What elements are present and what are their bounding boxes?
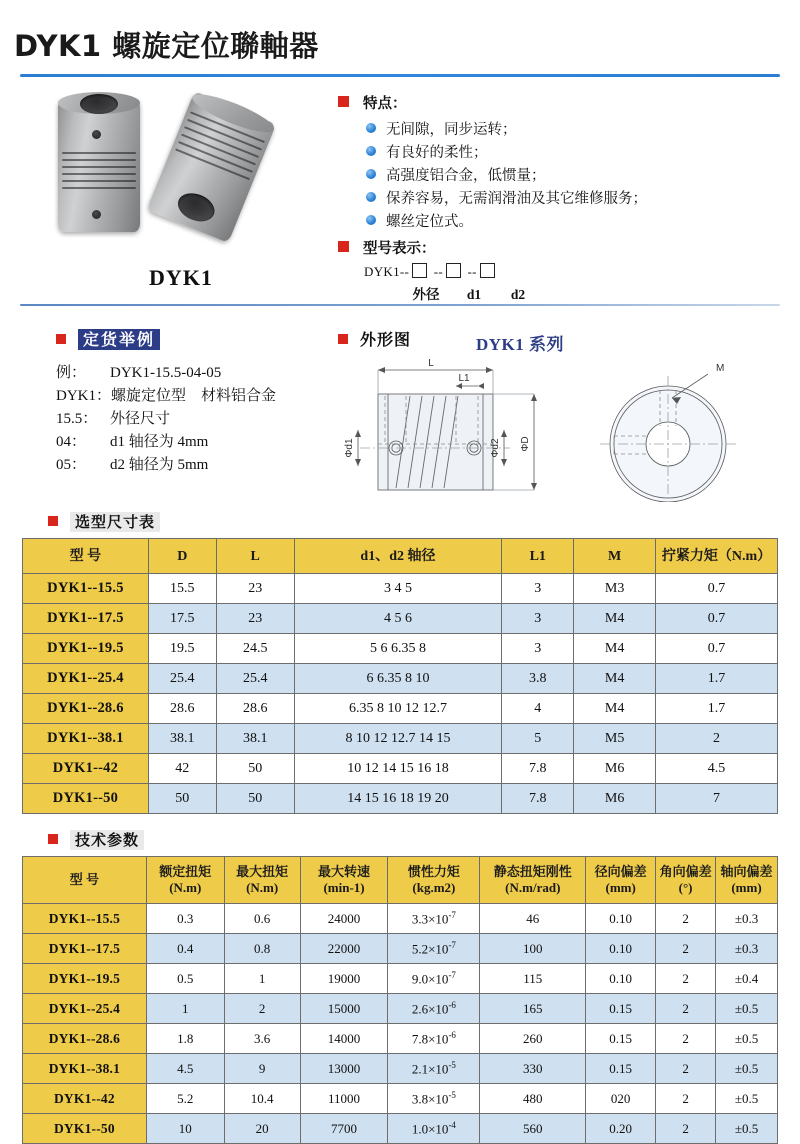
order-key: 15.5： bbox=[56, 411, 98, 427]
spec-cell-stiffness: 480 bbox=[480, 1084, 586, 1114]
model-code-sep: -- bbox=[399, 264, 410, 279]
spec-cell-model: DYK1--25.4 bbox=[23, 994, 147, 1024]
dim-cell-bore: 4 5 6 bbox=[294, 604, 502, 634]
spec-cell-stiffness: 46 bbox=[480, 904, 586, 934]
spec-cell-rpm: 15000 bbox=[300, 994, 388, 1024]
table-row bbox=[23, 784, 778, 814]
dim-cell-model: DYK1--15.5 bbox=[23, 574, 149, 604]
spec-cell-axial: ±0.4 bbox=[716, 964, 778, 994]
spec-cell-axial: ±0.5 bbox=[716, 1114, 778, 1144]
spec-cell-angular: 2 bbox=[656, 934, 716, 964]
spec-col-name: 角向偏差 bbox=[659, 864, 712, 879]
model-code-box-d2 bbox=[480, 263, 495, 278]
product-photo bbox=[36, 86, 326, 251]
spec-cell-radial: 0.15 bbox=[586, 1024, 656, 1054]
table-row bbox=[23, 634, 778, 664]
spec-cell-model: DYK1--42 bbox=[23, 1084, 147, 1114]
model-code-heading-label: 型号表示： bbox=[363, 241, 436, 257]
spec-cell-inertia: $7.8\times 10^{-6}$ bbox=[388, 1024, 480, 1054]
red-square-icon bbox=[56, 334, 66, 344]
spec-col-model bbox=[23, 857, 147, 904]
model-legend-d2: d2 bbox=[510, 287, 526, 302]
dim-cell-l1: 3 bbox=[502, 604, 574, 634]
dim-cell-l1: 4 bbox=[502, 694, 574, 724]
table-row bbox=[23, 694, 778, 724]
dim-cell-torque: 2 bbox=[656, 724, 778, 754]
spec-cell-axial: ±0.5 bbox=[716, 1024, 778, 1054]
spec-col-unit: (N.m) bbox=[169, 880, 202, 895]
spec-cell-radial: 0.15 bbox=[586, 994, 656, 1024]
dim-cell-bore: 8 10 12 12.7 14 15 bbox=[294, 724, 502, 754]
dim-cell-torque: 7 bbox=[656, 784, 778, 814]
spec-cell-max: 1 bbox=[224, 964, 300, 994]
dim-label-M: M bbox=[716, 363, 725, 374]
spec-col-unit: (min-1) bbox=[323, 880, 365, 895]
table-row bbox=[23, 964, 778, 994]
spec-cell-inertia: $3.8\times 10^{-5}$ bbox=[388, 1084, 480, 1114]
spec-cell-stiffness: 115 bbox=[480, 964, 586, 994]
dim-cell-bore: 6 6.35 8 10 bbox=[294, 664, 502, 694]
table-row bbox=[23, 1114, 778, 1144]
spec-cell-max: 10.4 bbox=[224, 1084, 300, 1114]
spec-cell-stiffness: 100 bbox=[480, 934, 586, 964]
order-key: 04： bbox=[56, 434, 87, 450]
order-example-heading-label: 定货举例 bbox=[78, 329, 160, 350]
model-legend-od: 外径 bbox=[412, 287, 440, 302]
spec-cell-stiffness: 560 bbox=[480, 1114, 586, 1144]
dim-label-L: L bbox=[428, 358, 434, 369]
table-row bbox=[23, 754, 778, 784]
dim-cell-bore: 14 15 16 18 19 20 bbox=[294, 784, 502, 814]
red-square-icon bbox=[338, 241, 349, 252]
page-title: DYK1 螺旋定位聯軸器 bbox=[14, 29, 319, 63]
order-value: d2 轴径为 5mm bbox=[110, 457, 209, 473]
dim-cell-l: 38.1 bbox=[216, 724, 294, 754]
spec-col-name: 额定扭矩 bbox=[159, 864, 212, 879]
feature-item bbox=[366, 164, 790, 187]
table-row bbox=[23, 724, 778, 754]
spec-cell-angular: 2 bbox=[656, 964, 716, 994]
spec-col-unit: (mm) bbox=[731, 880, 762, 895]
spec-cell-rated: 1 bbox=[146, 994, 224, 1024]
dim-label-L1: L1 bbox=[458, 373, 470, 384]
coupling-right bbox=[147, 88, 282, 245]
spec-col-unit: (N.m/rad) bbox=[505, 880, 561, 895]
model-code-expression bbox=[364, 263, 790, 280]
spec-col-max bbox=[224, 857, 300, 904]
dim-cell-m: M6 bbox=[574, 784, 656, 814]
spec-cell-rpm: 22000 bbox=[300, 934, 388, 964]
dim-label-d2: Φd2 bbox=[490, 438, 501, 458]
feature-label: 保养容易，无需润滑油及其它维修服务； bbox=[386, 190, 647, 207]
table-row bbox=[23, 604, 778, 634]
order-example-heading bbox=[56, 327, 160, 350]
spec-table bbox=[22, 856, 778, 1144]
spec-col-name: 静态扭矩刚性 bbox=[493, 864, 572, 879]
features-list bbox=[338, 118, 790, 233]
dim-cell-m: M6 bbox=[574, 754, 656, 784]
spec-cell-rated: 5.2 bbox=[146, 1084, 224, 1114]
dim-cell-torque: 0.7 bbox=[656, 574, 778, 604]
dim-cell-l1: 3 bbox=[502, 574, 574, 604]
dim-cell-d: 50 bbox=[148, 784, 216, 814]
table-row bbox=[23, 664, 778, 694]
spec-cell-rpm: 24000 bbox=[300, 904, 388, 934]
spec-col-axial bbox=[716, 857, 778, 904]
dim-cell-l1: 3 bbox=[502, 634, 574, 664]
order-example-line bbox=[56, 454, 346, 477]
dim-cell-torque: 1.7 bbox=[656, 694, 778, 724]
order-value: DYK1-15.5-04-05 bbox=[110, 365, 222, 381]
table-row bbox=[23, 904, 778, 934]
order-example-block bbox=[56, 362, 346, 477]
spec-col-stiffness bbox=[480, 857, 586, 904]
table-row bbox=[23, 1024, 778, 1054]
spec-cell-axial: ±0.3 bbox=[716, 904, 778, 934]
spec-cell-rpm: 11000 bbox=[300, 1084, 388, 1114]
dim-cell-m: M4 bbox=[574, 634, 656, 664]
spec-col-radial bbox=[586, 857, 656, 904]
spec-cell-model: DYK1--19.5 bbox=[23, 964, 147, 994]
red-square-icon bbox=[338, 334, 348, 344]
table-row bbox=[23, 994, 778, 1024]
dim-cell-m: M4 bbox=[574, 604, 656, 634]
divider-top bbox=[20, 74, 780, 77]
model-code-box-od bbox=[412, 263, 427, 278]
order-key: 05： bbox=[56, 457, 87, 473]
spec-cell-angular: 2 bbox=[656, 1054, 716, 1084]
dim-cell-l: 28.6 bbox=[216, 694, 294, 724]
model-legend-d1: d1 bbox=[466, 287, 482, 302]
model-code-heading bbox=[338, 237, 790, 258]
spec-col-name: 最大扭矩 bbox=[236, 864, 289, 879]
dim-cell-l: 50 bbox=[216, 754, 294, 784]
red-square-icon bbox=[338, 96, 349, 107]
spec-cell-model: DYK1--38.1 bbox=[23, 1054, 147, 1084]
dim-cell-l: 50 bbox=[216, 784, 294, 814]
spec-table-heading bbox=[48, 829, 144, 850]
spec-cell-angular: 2 bbox=[656, 904, 716, 934]
spec-cell-inertia: $2.6\times 10^{-6}$ bbox=[388, 994, 480, 1024]
spec-col-name: 最大转速 bbox=[318, 864, 371, 879]
spec-col-name: 径向偏差 bbox=[594, 864, 647, 879]
feature-item bbox=[366, 141, 790, 164]
blue-dot-icon bbox=[366, 215, 376, 225]
order-example-line bbox=[56, 362, 346, 385]
spec-cell-axial: ±0.5 bbox=[716, 1084, 778, 1114]
spec-cell-stiffness: 165 bbox=[480, 994, 586, 1024]
spec-cell-max: 20 bbox=[224, 1114, 300, 1144]
spec-cell-max: 0.6 bbox=[224, 904, 300, 934]
spec-col-rpm bbox=[300, 857, 388, 904]
dim-cell-d: 15.5 bbox=[148, 574, 216, 604]
dim-cell-m: M4 bbox=[574, 694, 656, 724]
spec-col-unit: (kg.m2) bbox=[412, 880, 456, 895]
feature-item bbox=[366, 210, 790, 233]
spec-cell-axial: ±0.5 bbox=[716, 994, 778, 1024]
spec-col-unit: (°) bbox=[678, 880, 693, 895]
order-key: 例： bbox=[56, 365, 87, 381]
spec-cell-radial: 0.10 bbox=[586, 964, 656, 994]
order-key: DYK1： bbox=[56, 388, 111, 404]
blue-dot-icon bbox=[366, 169, 376, 179]
spec-cell-angular: 2 bbox=[656, 1084, 716, 1114]
photo-caption: DYK1 bbox=[149, 265, 213, 290]
model-code-box-d1 bbox=[446, 263, 461, 278]
feature-label: 有良好的柔性； bbox=[386, 144, 488, 161]
spec-cell-radial: 0.15 bbox=[586, 1054, 656, 1084]
dim-cell-torque: 4.5 bbox=[656, 754, 778, 784]
feature-item bbox=[366, 118, 790, 141]
dim-table-header-row bbox=[23, 539, 778, 574]
spec-cell-angular: 2 bbox=[656, 994, 716, 1024]
dim-cell-l: 23 bbox=[216, 574, 294, 604]
dim-col-bore: d1、d2 轴径 bbox=[294, 539, 502, 574]
dim-cell-bore: 10 12 14 15 16 18 bbox=[294, 754, 502, 784]
spec-cell-rpm: 14000 bbox=[300, 1024, 388, 1054]
spec-cell-max: 9 bbox=[224, 1054, 300, 1084]
spec-cell-rpm: 19000 bbox=[300, 964, 388, 994]
dim-cell-model: DYK1--50 bbox=[23, 784, 149, 814]
spec-cell-inertia: $1.0\times 10^{-4}$ bbox=[388, 1114, 480, 1144]
dim-col-l: L bbox=[216, 539, 294, 574]
spec-cell-model: DYK1--17.5 bbox=[23, 934, 147, 964]
blue-dot-icon bbox=[366, 192, 376, 202]
dim-cell-l1: 7.8 bbox=[502, 784, 574, 814]
spec-col-name: 型 号 bbox=[69, 872, 100, 887]
table-row bbox=[23, 1054, 778, 1084]
spec-col-angular bbox=[656, 857, 716, 904]
spec-col-name: 惯性力矩 bbox=[407, 864, 460, 879]
order-value: d1 轴径为 4mm bbox=[110, 434, 209, 450]
dim-cell-torque: 1.7 bbox=[656, 664, 778, 694]
dim-col-d: D bbox=[148, 539, 216, 574]
dim-cell-model: DYK1--38.1 bbox=[23, 724, 149, 754]
dim-cell-bore: 3 4 5 bbox=[294, 574, 502, 604]
spec-cell-radial: 0.10 bbox=[586, 904, 656, 934]
spec-cell-rated: 1.8 bbox=[146, 1024, 224, 1054]
order-value: 外径尺寸 bbox=[110, 411, 171, 427]
drawing-heading-label: 外形图 bbox=[360, 330, 412, 349]
feature-label: 无间隙，同步运转； bbox=[386, 121, 517, 138]
blue-dot-icon bbox=[366, 123, 376, 133]
dim-col-l1: L1 bbox=[502, 539, 574, 574]
drawing-heading bbox=[338, 327, 411, 350]
dim-cell-model: DYK1--19.5 bbox=[23, 634, 149, 664]
dim-cell-d: 25.4 bbox=[148, 664, 216, 694]
dim-cell-l: 25.4 bbox=[216, 664, 294, 694]
dim-cell-l1: 7.8 bbox=[502, 754, 574, 784]
dim-cell-d: 17.5 bbox=[148, 604, 216, 634]
features-block bbox=[338, 92, 790, 303]
dim-col-model: 型 号 bbox=[23, 539, 149, 574]
dim-col-torque: 拧紧力矩（N.m） bbox=[656, 539, 778, 574]
spec-cell-model: DYK1--15.5 bbox=[23, 904, 147, 934]
dim-cell-m: M3 bbox=[574, 574, 656, 604]
spec-cell-max: 3.6 bbox=[224, 1024, 300, 1054]
order-example-line bbox=[56, 385, 346, 408]
order-example-line bbox=[56, 431, 346, 454]
spec-cell-stiffness: 260 bbox=[480, 1024, 586, 1054]
spec-cell-angular: 2 bbox=[656, 1114, 716, 1144]
spec-cell-radial: 0.20 bbox=[586, 1114, 656, 1144]
outline-drawing bbox=[338, 352, 793, 502]
spec-cell-max: 0.8 bbox=[224, 934, 300, 964]
spec-cell-radial: 020 bbox=[586, 1084, 656, 1114]
spec-cell-inertia: $2.1\times 10^{-5}$ bbox=[388, 1054, 480, 1084]
drawing-series-label: DYK1 系列 bbox=[476, 335, 565, 354]
dim-cell-l1: 5 bbox=[502, 724, 574, 754]
spec-cell-axial: ±0.3 bbox=[716, 934, 778, 964]
spec-col-name: 轴向偏差 bbox=[720, 864, 773, 879]
model-code-prefix: DYK1 bbox=[364, 264, 400, 279]
dim-cell-l: 24.5 bbox=[216, 634, 294, 664]
coupling-left bbox=[58, 92, 140, 232]
spec-cell-rpm: 7700 bbox=[300, 1114, 388, 1144]
dim-cell-l1: 3.8 bbox=[502, 664, 574, 694]
table-row bbox=[23, 574, 778, 604]
spec-cell-radial: 0.10 bbox=[586, 934, 656, 964]
table-row bbox=[23, 1084, 778, 1114]
spec-col-unit: (N.m) bbox=[246, 880, 279, 895]
spec-cell-stiffness: 330 bbox=[480, 1054, 586, 1084]
dim-cell-m: M4 bbox=[574, 664, 656, 694]
spec-cell-inertia: $5.2\times 10^{-7}$ bbox=[388, 934, 480, 964]
dim-cell-model: DYK1--28.6 bbox=[23, 694, 149, 724]
dim-label-d1: Φd1 bbox=[344, 438, 355, 458]
features-heading-label: 特点： bbox=[363, 96, 407, 112]
dim-table-heading bbox=[48, 511, 160, 532]
spec-cell-inertia: $3.3\times 10^{-7}$ bbox=[388, 904, 480, 934]
spec-cell-rated: 0.5 bbox=[146, 964, 224, 994]
dim-cell-d: 38.1 bbox=[148, 724, 216, 754]
dim-cell-bore: 5 6 6.35 8 bbox=[294, 634, 502, 664]
feature-label: 螺丝定位式。 bbox=[386, 213, 473, 230]
red-square-icon bbox=[48, 834, 58, 844]
spec-cell-inertia: $9.0\times 10^{-7}$ bbox=[388, 964, 480, 994]
dim-cell-model: DYK1--25.4 bbox=[23, 664, 149, 694]
spec-col-unit: (mm) bbox=[605, 880, 636, 895]
spec-cell-axial: ±0.5 bbox=[716, 1054, 778, 1084]
spec-cell-rated: 0.3 bbox=[146, 904, 224, 934]
model-code-sep: -- bbox=[433, 264, 443, 279]
dim-cell-torque: 0.7 bbox=[656, 634, 778, 664]
spec-cell-rpm: 13000 bbox=[300, 1054, 388, 1084]
dim-table-heading-label: 选型尺寸表 bbox=[70, 512, 160, 532]
dim-cell-m: M5 bbox=[574, 724, 656, 754]
dim-label-D: ΦD bbox=[520, 436, 531, 452]
dim-cell-d: 28.6 bbox=[148, 694, 216, 724]
red-square-icon bbox=[48, 516, 58, 526]
spec-table-heading-label: 技术参数 bbox=[70, 830, 144, 850]
feature-label: 高强度铝合金，低惯量； bbox=[386, 167, 546, 184]
outline-drawing-svg bbox=[338, 352, 793, 502]
dim-cell-l: 23 bbox=[216, 604, 294, 634]
blue-dot-icon bbox=[366, 146, 376, 156]
spec-cell-model: DYK1--28.6 bbox=[23, 1024, 147, 1054]
divider-middle bbox=[20, 304, 780, 306]
spec-cell-rated: 0.4 bbox=[146, 934, 224, 964]
order-example-line bbox=[56, 408, 346, 431]
spec-cell-rated: 4.5 bbox=[146, 1054, 224, 1084]
table-row bbox=[23, 934, 778, 964]
dim-cell-torque: 0.7 bbox=[656, 604, 778, 634]
order-value: 螺旋定位型 材料铝合金 bbox=[111, 388, 277, 404]
dim-cell-model: DYK1--17.5 bbox=[23, 604, 149, 634]
dim-cell-d: 42 bbox=[148, 754, 216, 784]
spec-cell-max: 2 bbox=[224, 994, 300, 1024]
dim-cell-model: DYK1--42 bbox=[23, 754, 149, 784]
model-code-sep: -- bbox=[467, 264, 477, 279]
spec-cell-angular: 2 bbox=[656, 1024, 716, 1054]
spec-cell-rated: 10 bbox=[146, 1114, 224, 1144]
feature-item bbox=[366, 187, 790, 210]
dim-cell-d: 19.5 bbox=[148, 634, 216, 664]
spec-col-rated bbox=[146, 857, 224, 904]
model-code-legend bbox=[400, 283, 790, 303]
spec-col-inertia bbox=[388, 857, 480, 904]
dimension-table bbox=[22, 538, 778, 814]
dim-cell-bore: 6.35 8 10 12 12.7 bbox=[294, 694, 502, 724]
spec-table-header-row bbox=[23, 857, 778, 904]
spec-cell-model: DYK1--50 bbox=[23, 1114, 147, 1144]
features-heading bbox=[338, 92, 790, 113]
dim-col-m: M bbox=[574, 539, 656, 574]
